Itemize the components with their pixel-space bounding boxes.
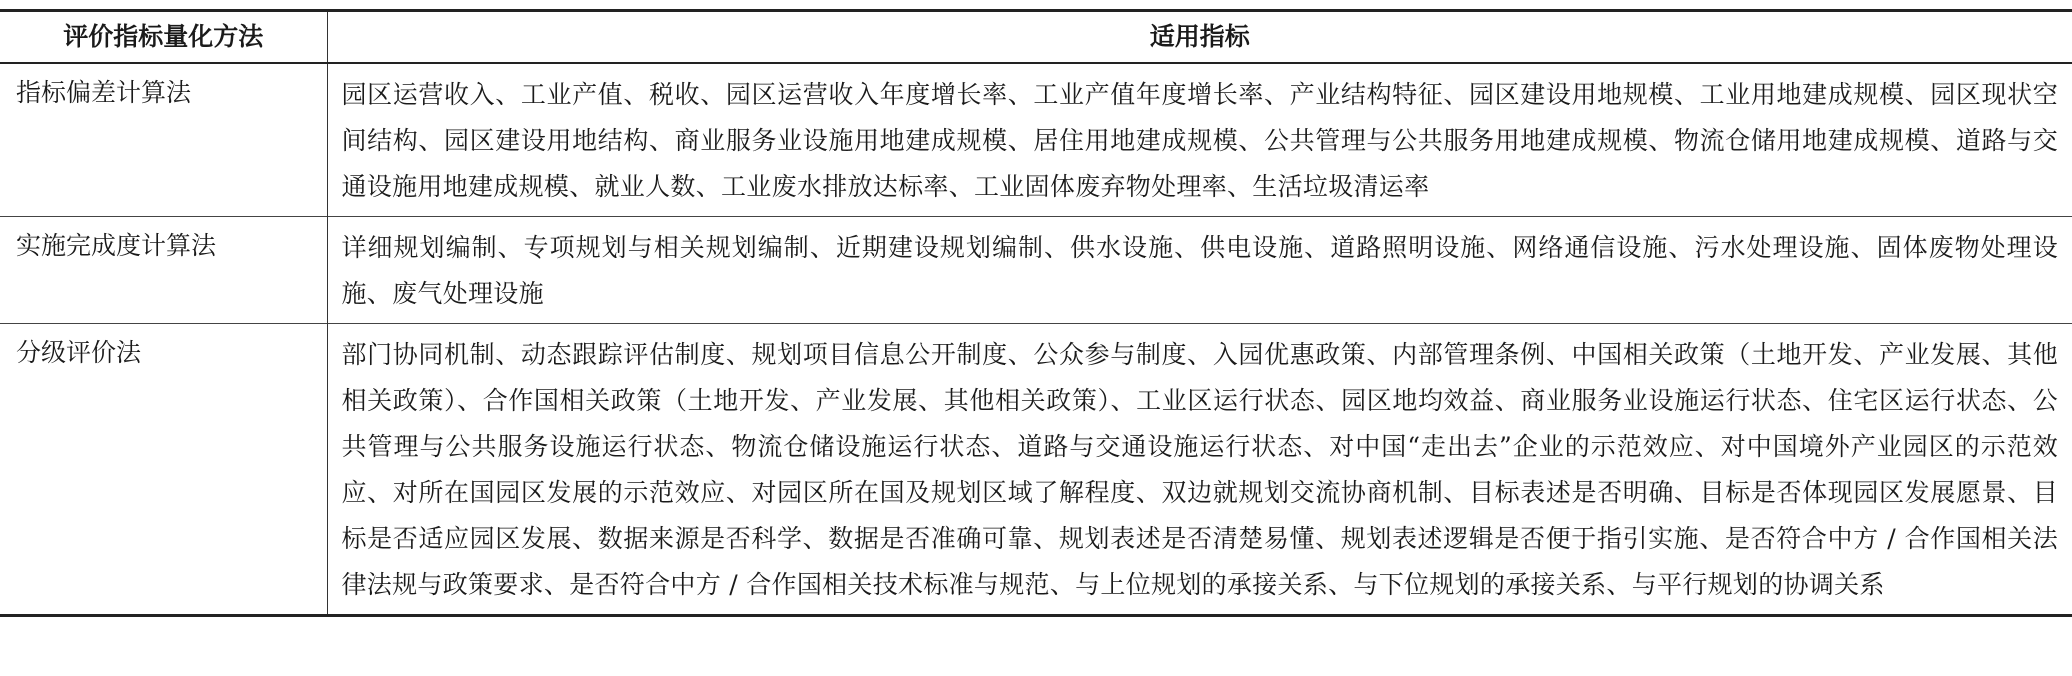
method-cell: 实施完成度计算法 <box>0 217 327 324</box>
indicator-table-container <box>0 9 2072 617</box>
method-cell: 指标偏差计算法 <box>0 63 327 217</box>
header-method: 评价指标量化方法 <box>0 11 327 64</box>
table-body <box>0 63 2072 616</box>
indicator-method-table <box>0 9 2072 617</box>
indicators-cell: 园区运营收入、工业产值、税收、园区运营收入年度增长率、工业产值年度增长率、产业结构特征、园区建设用地规模、工业用地建成规模、园区现状空间结构、园区建设用地结构、商业服务业设施用地建成规模、居住用地建成规模、公共管理与公共服务用地建成规模、物流仓储用地建成规模、道路与交通设施用地建成规模、就业人数、工业废水排放达标率、工业固体废弃物处理率、生活垃圾清运率 <box>341 80 2058 201</box>
table-row <box>0 217 2072 324</box>
header-indicators: 适用指标 <box>1149 22 1250 51</box>
table-header <box>0 11 2072 64</box>
table-row <box>0 63 2072 217</box>
method-cell: 分级评价法 <box>0 324 327 616</box>
indicators-cell: 详细规划编制、专项规划与相关规划编制、近期建设规划编制、供水设施、供电设施、道路照明设施、网络通信设施、污水处理设施、固体废物处理设施、废气处理设施 <box>341 233 2058 308</box>
table-row <box>0 324 2072 616</box>
header-row <box>0 11 2072 64</box>
indicators-cell: 部门协同机制、动态跟踪评估制度、规划项目信息公开制度、公众参与制度、入园优惠政策、内部管理条例、中国相关政策（土地开发、产业发展、其他相关政策）、合作国相关政策（土地开发、产业发展、其他相关政策）、工业区运行状态、园区地均效益、商业服务业设施运行状态、住宅区运行状态、公共管理与公共服务设施运行状态、物流仓储设施运行状态、道路与交通设施运行状态、对中国“走出去”企业的示范效应、对中国境外产业园区的示范效应、对所在国园区发展的示范效应、对园区所在国及规划区域了解程度、双边就规划交流协商机制、目标表述是否明确、目标是否体现园区发展愿景、目标是否适应园区发展、数据来源是否科学、数据是否准确可靠、规划表述是否清楚易懂、规划表述逻辑是否便于指引实施、是否符合中方 / 合作国相关法律法规与政策要求、是否符合中方 / 合作国相关技术标准与规范、与上位规划的承接关系、与下位规划的承接关系、与平行规划的协调关系 <box>341 340 2058 599</box>
